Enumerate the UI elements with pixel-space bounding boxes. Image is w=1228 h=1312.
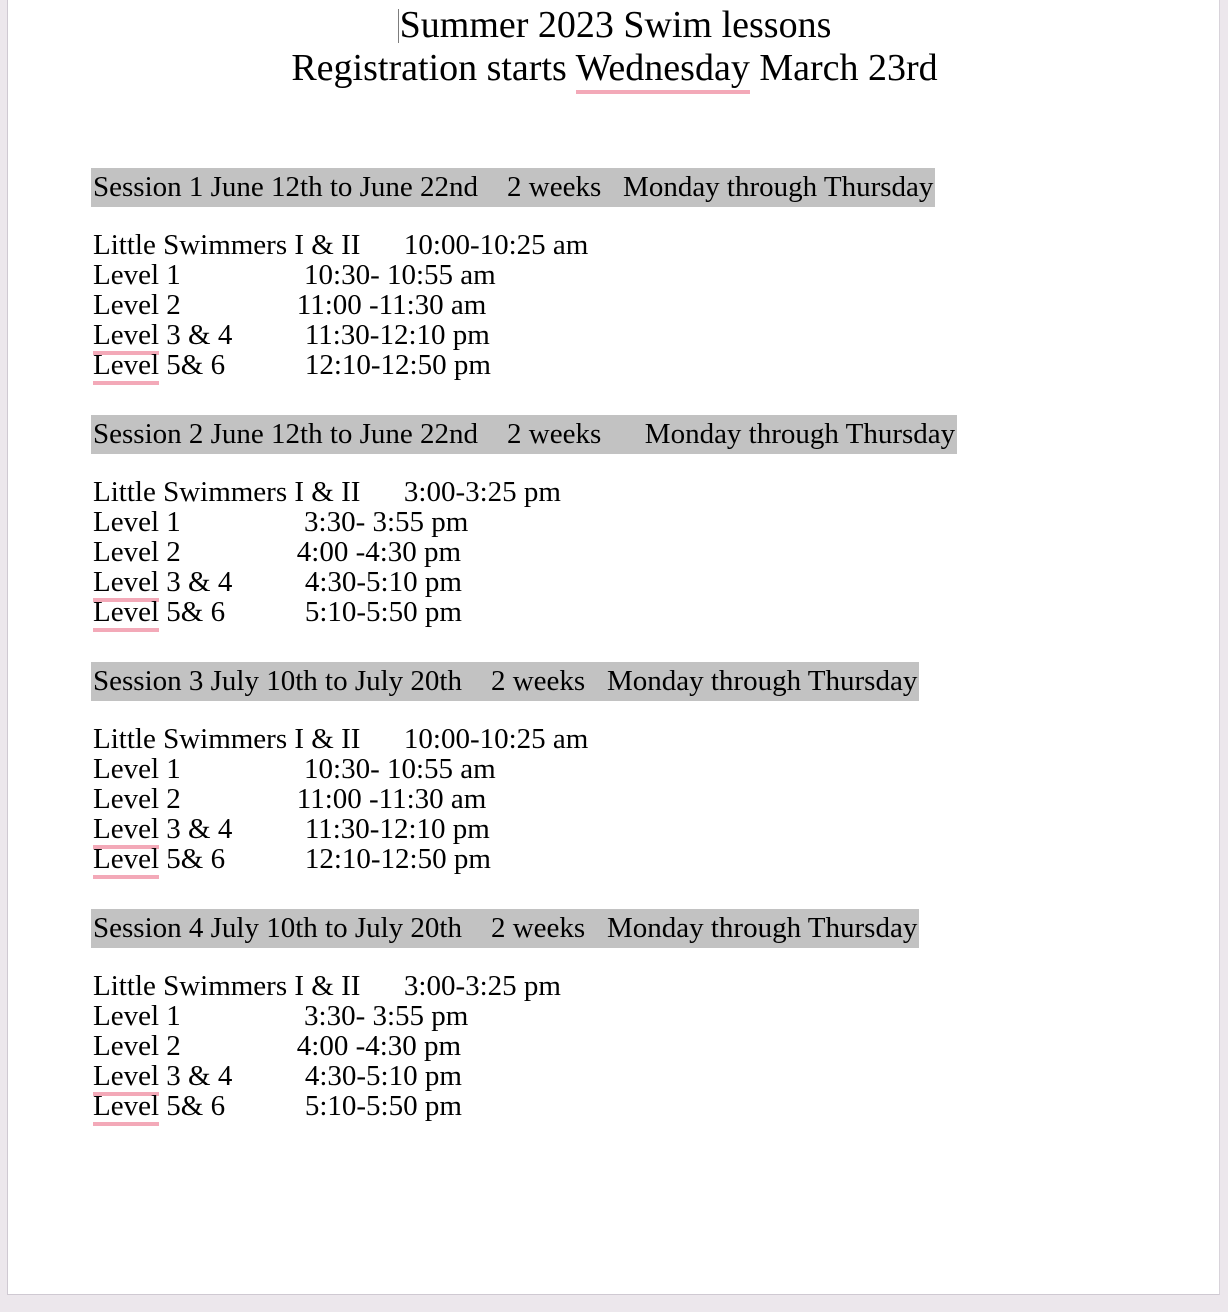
lesson-name-spellcheck-word: Level [93, 319, 159, 355]
lesson-time: 10:00-10:25 am [403, 723, 589, 755]
lesson-time: 10:30- 10:55 am [304, 753, 496, 785]
lesson-name-rest: 3 & 4 [159, 1060, 233, 1092]
lesson-row [93, 814, 1173, 844]
session-block [93, 662, 1173, 895]
lesson-time: 3:30- 3:55 pm [304, 1000, 469, 1032]
session-header: Session 1 June 12th to June 22nd 2 weeks Monday through Thursday [91, 168, 935, 207]
lesson-name-spellcheck-word: Level [93, 843, 159, 879]
lesson-name [93, 597, 225, 627]
session-header-row [93, 168, 1173, 207]
lesson-spacer [225, 596, 305, 628]
lesson-spacer [232, 566, 305, 598]
lesson-name-rest: 3 & 4 [159, 566, 233, 598]
lesson-list [93, 230, 1173, 380]
session-block [93, 168, 1173, 401]
session-header-row [93, 662, 1173, 701]
lesson-name-rest: 5& 6 [159, 596, 226, 628]
lesson-row [93, 844, 1173, 874]
lesson-name-rest: 5& 6 [159, 843, 226, 875]
title-line-2-prefix: Registration starts [291, 47, 576, 89]
lesson-name-rest: 5& 6 [159, 1090, 226, 1122]
session-spacer [93, 874, 1173, 895]
lesson-name [93, 844, 225, 874]
schedule-body [93, 168, 1173, 1156]
lesson-name-spellcheck-word: Level [93, 566, 159, 602]
lesson-spacer [225, 1090, 305, 1122]
title-line-1 [8, 4, 1221, 47]
lesson-time: 10:30- 10:55 am [304, 259, 496, 291]
session-header: Session 3 July 10th to July 20th 2 weeks Monday through Thursday [91, 662, 919, 701]
lesson-time: 5:10-5:50 pm [304, 1090, 462, 1122]
lesson-spacer [181, 259, 304, 291]
lesson-spacer [360, 970, 404, 1002]
lesson-row [93, 537, 1173, 567]
lesson-time: 5:10-5:50 pm [304, 596, 462, 628]
lesson-row [93, 724, 1173, 754]
title-line-1-text: Summer 2023 Swim lessons [399, 4, 832, 46]
lesson-time: 3:00-3:25 pm [403, 970, 561, 1002]
lesson-name [93, 1061, 232, 1091]
lesson-row [93, 350, 1173, 380]
lesson-name-spellcheck-word: Level [93, 813, 159, 849]
lesson-row [93, 597, 1173, 627]
document-page [7, 0, 1220, 1295]
lesson-time: 10:00-10:25 am [403, 229, 589, 261]
session-header: Session 2 June 12th to June 22nd 2 weeks Monday through Thursday [91, 415, 957, 454]
lesson-row [93, 1061, 1173, 1091]
lesson-row [93, 754, 1173, 784]
lesson-spacer [232, 319, 305, 351]
session-header-row [93, 415, 1173, 454]
lesson-spacer [181, 506, 304, 538]
lesson-name [93, 350, 225, 380]
lesson-spacer [181, 783, 297, 815]
lesson-list [93, 724, 1173, 874]
lesson-name [93, 1091, 225, 1121]
lesson-name: Level 1 [93, 1000, 181, 1032]
lesson-spacer [360, 229, 404, 261]
title-spellcheck-word: Wednesday [576, 47, 750, 94]
lesson-name-spellcheck-word: Level [93, 349, 159, 385]
lesson-name: Little Swimmers I & II [93, 723, 361, 755]
lesson-name [93, 567, 232, 597]
lesson-row [93, 230, 1173, 260]
lesson-time: 11:00 -11:30 am [296, 289, 487, 321]
lesson-row [93, 1091, 1173, 1121]
lesson-row [93, 971, 1173, 1001]
lesson-spacer [181, 753, 304, 785]
lesson-spacer [225, 843, 305, 875]
lesson-time: 3:30- 3:55 pm [304, 506, 469, 538]
lesson-list [93, 971, 1173, 1121]
lesson-time: 11:00 -11:30 am [296, 783, 487, 815]
lesson-list [93, 477, 1173, 627]
lesson-time: 11:30-12:10 pm [304, 813, 490, 845]
lesson-name-spellcheck-word: Level [93, 1060, 159, 1096]
lesson-name: Level 2 [93, 783, 181, 815]
lesson-row [93, 477, 1173, 507]
session-block [93, 909, 1173, 1142]
session-header: Session 4 July 10th to July 20th 2 weeks Monday through Thursday [91, 909, 919, 948]
text-caret [398, 9, 399, 43]
title-line-2 [8, 47, 1221, 90]
lesson-row [93, 320, 1173, 350]
lesson-row [93, 1001, 1173, 1031]
lesson-name: Level 1 [93, 259, 181, 291]
lesson-time: 4:30-5:10 pm [304, 566, 462, 598]
lesson-name [93, 320, 232, 350]
lesson-spacer [232, 1060, 305, 1092]
lesson-spacer [360, 476, 404, 508]
lesson-spacer [181, 289, 297, 321]
title-line-2-suffix: March 23rd [749, 47, 938, 89]
lesson-row [93, 784, 1173, 814]
lesson-row [93, 290, 1173, 320]
lesson-spacer [181, 1030, 297, 1062]
session-block [93, 415, 1173, 648]
lesson-spacer [181, 536, 297, 568]
lesson-row [93, 507, 1173, 537]
lesson-name: Little Swimmers I & II [93, 476, 361, 508]
lesson-time: 4:00 -4:30 pm [296, 536, 462, 568]
lesson-time: 12:10-12:50 pm [304, 349, 491, 381]
session-header-row [93, 909, 1173, 948]
lesson-name-rest: 3 & 4 [159, 813, 233, 845]
lesson-time: 3:00-3:25 pm [403, 476, 561, 508]
lesson-time: 4:30-5:10 pm [304, 1060, 462, 1092]
lesson-name-rest: 3 & 4 [159, 319, 233, 351]
session-spacer [93, 1121, 1173, 1142]
lesson-time: 12:10-12:50 pm [304, 843, 491, 875]
lesson-name-spellcheck-word: Level [93, 596, 159, 632]
lesson-name-rest: 5& 6 [159, 349, 226, 381]
lesson-row [93, 260, 1173, 290]
lesson-name: Level 1 [93, 753, 181, 785]
lesson-row [93, 567, 1173, 597]
lesson-name: Little Swimmers I & II [93, 229, 361, 261]
lesson-time: 11:30-12:10 pm [304, 319, 490, 351]
lesson-name: Level 1 [93, 506, 181, 538]
lesson-spacer [360, 723, 404, 755]
lesson-time: 4:00 -4:30 pm [296, 1030, 462, 1062]
lesson-name: Level 2 [93, 289, 181, 321]
lesson-name [93, 814, 232, 844]
document-title [8, 4, 1221, 90]
session-spacer [93, 380, 1173, 401]
lesson-name: Level 2 [93, 1030, 181, 1062]
lesson-spacer [232, 813, 305, 845]
lesson-name: Little Swimmers I & II [93, 970, 361, 1002]
lesson-name-spellcheck-word: Level [93, 1090, 159, 1126]
lesson-spacer [225, 349, 305, 381]
lesson-row [93, 1031, 1173, 1061]
session-spacer [93, 627, 1173, 648]
lesson-spacer [181, 1000, 304, 1032]
lesson-name: Level 2 [93, 536, 181, 568]
